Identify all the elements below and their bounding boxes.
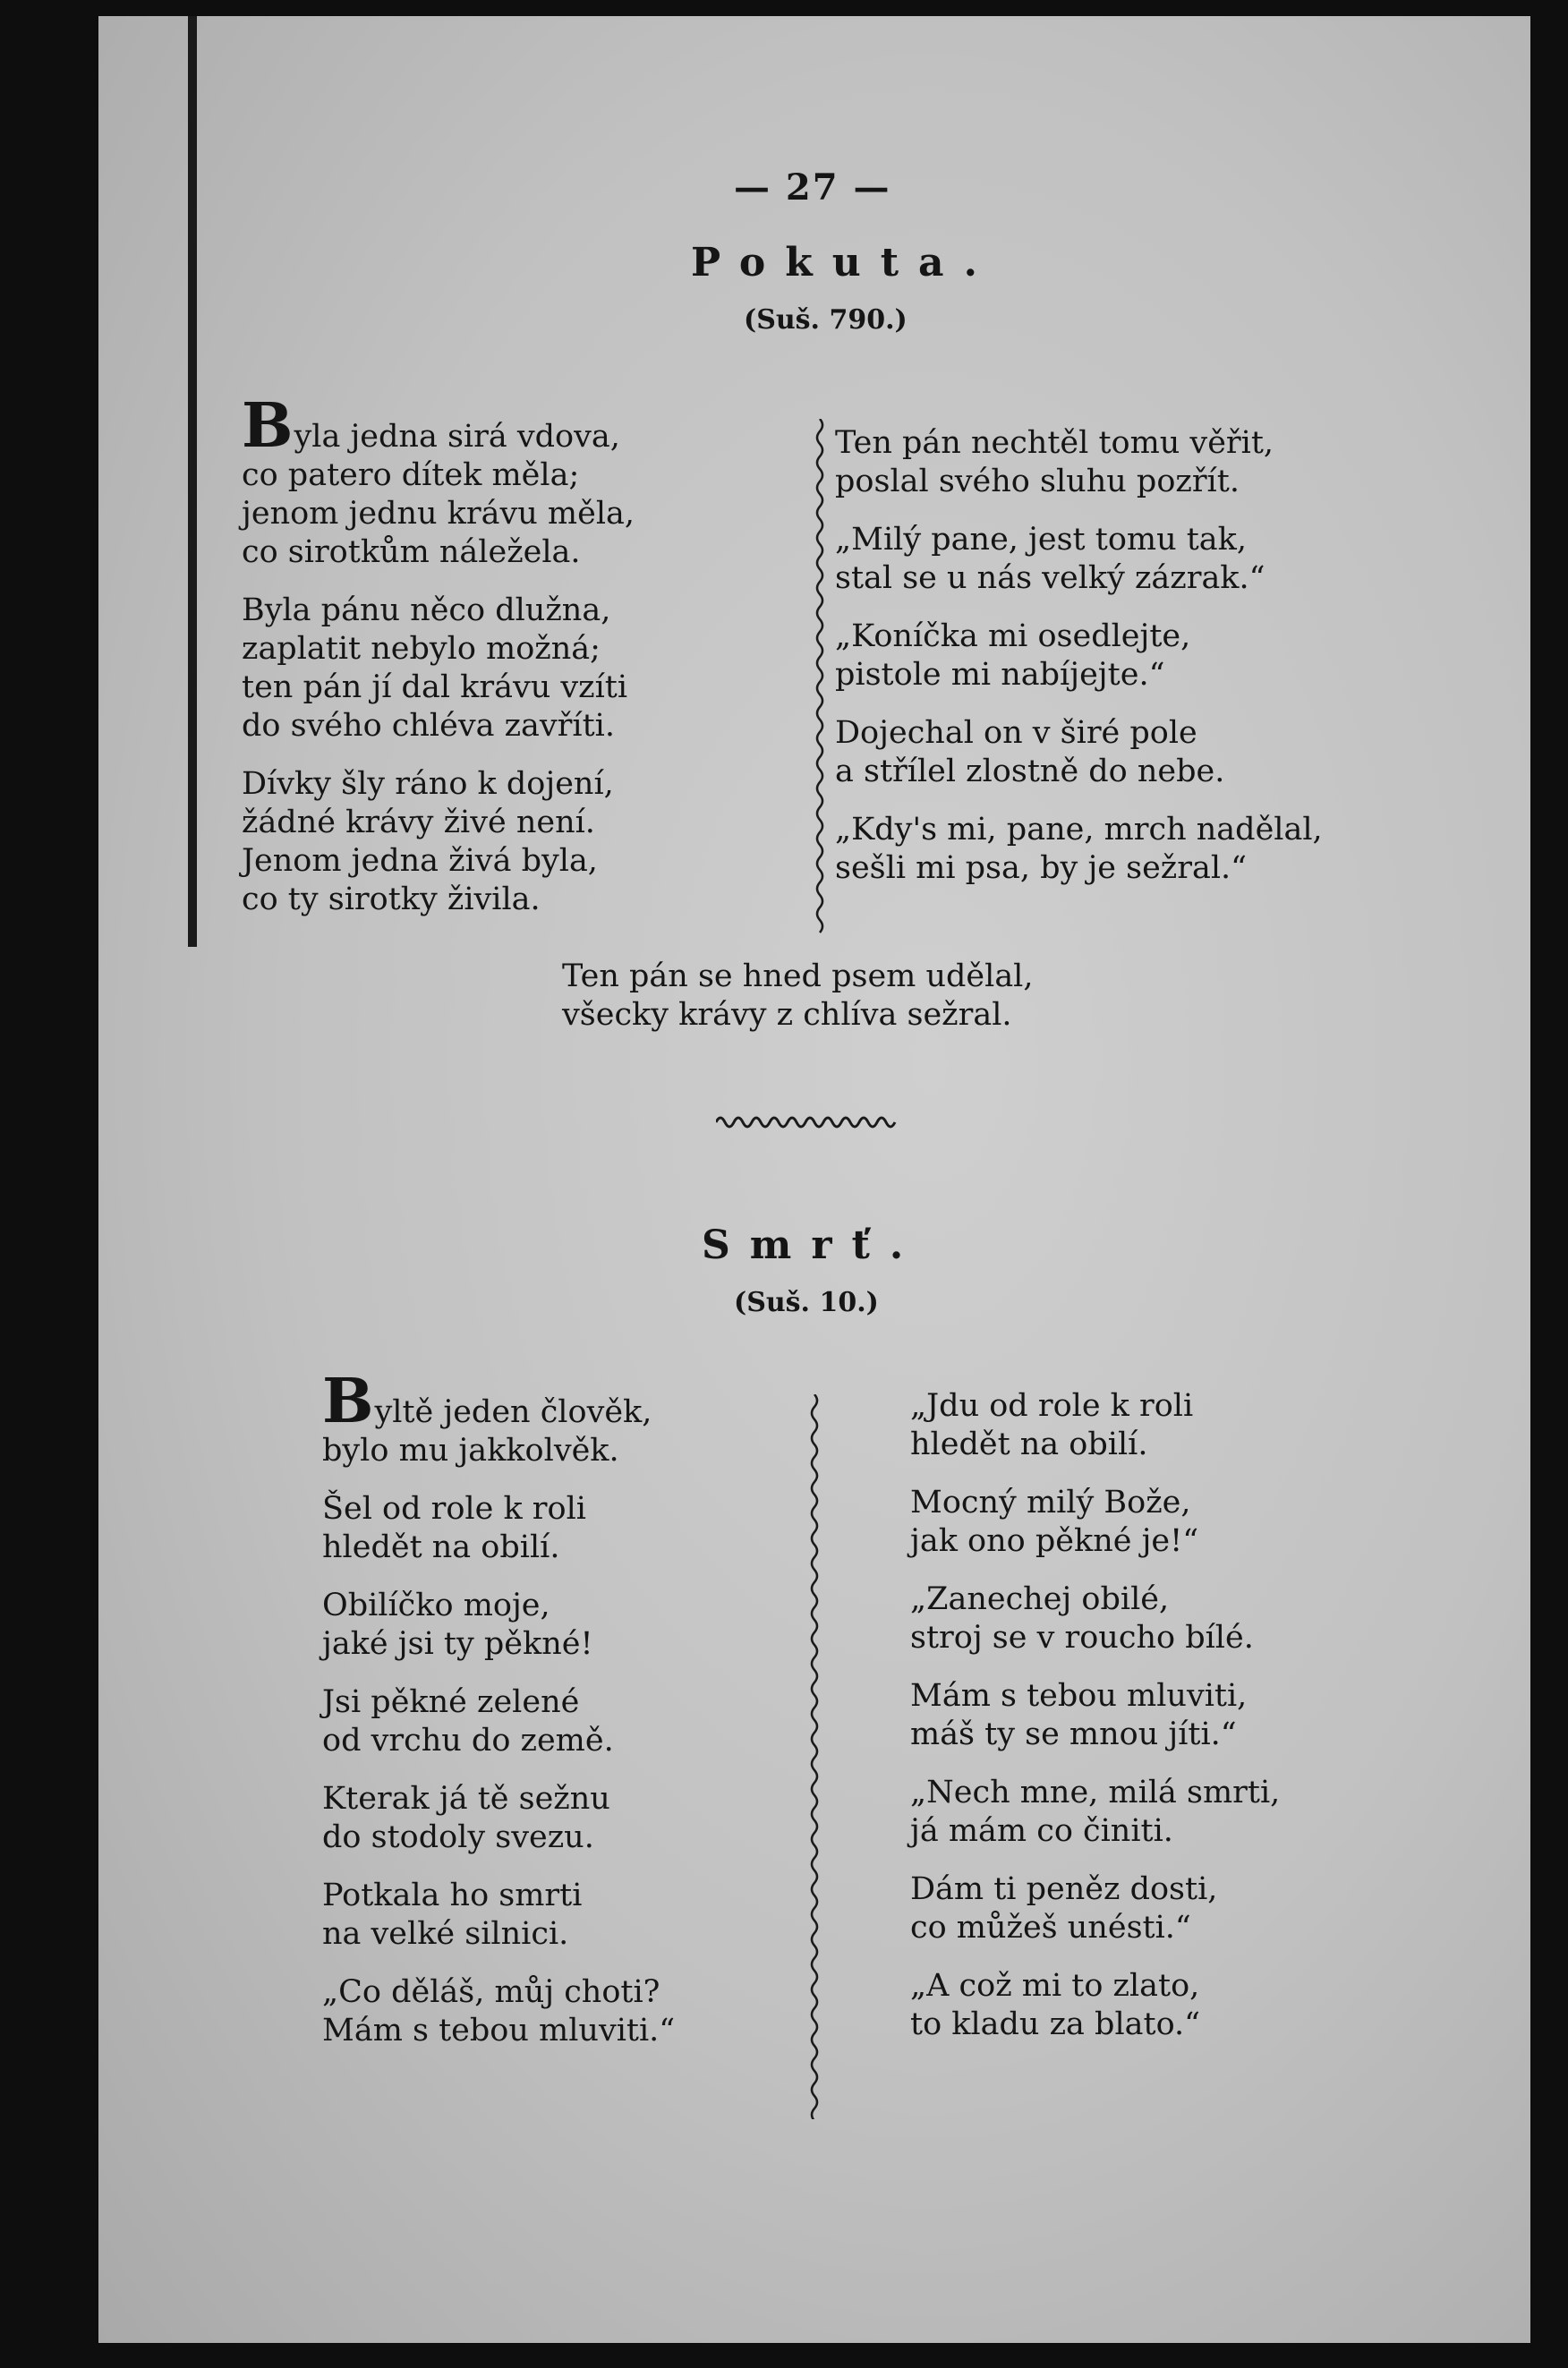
poem1-title: Pokuta. <box>691 240 997 285</box>
verse-line: stal se u nás velký zázrak.“ <box>835 560 1265 596</box>
stanza <box>910 1967 1280 2044</box>
verse-line: sešli mi psa, by je sežral.“ <box>835 850 1248 886</box>
verse-line: „Milý pane, jest tomu tak, <box>835 522 1248 558</box>
verse-line: Mám s tebou mluviti.“ <box>322 2013 676 2049</box>
verse-line: co ty sirotky živila. <box>242 882 541 917</box>
verse-line: Ten pán se hned psem udělal, <box>562 958 1034 994</box>
verse-line: máš ty se mnou jíti.“ <box>910 1716 1237 1752</box>
verse-line: a střílel zlostně do nebe. <box>835 754 1225 789</box>
verse-line: jenom jednu krávu měla, <box>242 496 635 532</box>
scanned-page <box>98 16 1530 2343</box>
verse-line: Mám s tebou mluviti, <box>910 1678 1248 1714</box>
stanza <box>910 1870 1280 1947</box>
section-ornament <box>716 1110 913 1131</box>
verse-line: od vrchu do země. <box>322 1723 614 1759</box>
verse-line: „Jdu od role k roli <box>910 1388 1194 1424</box>
stanza <box>835 714 1323 791</box>
poem2-left-column <box>322 1366 676 2070</box>
poem1-column-divider <box>811 419 829 938</box>
stanza <box>322 1587 675 1664</box>
verse-line: Šel od role k roli <box>322 1491 586 1527</box>
verse-line: já mám co činiti. <box>910 1813 1173 1849</box>
verse-line <box>242 390 635 462</box>
verse-line: hledět na obilí. <box>322 1529 560 1565</box>
verse-line: zaplatit nebylo možná; <box>242 631 601 667</box>
stanza <box>322 1366 675 1470</box>
stanza <box>910 1580 1280 1657</box>
poem1-final-stanza <box>562 958 1034 1054</box>
verse-line: do stodoly svezu. <box>322 1819 594 1855</box>
poem2-source: (Suš. 10.) <box>734 1287 879 1318</box>
stanza <box>242 765 635 919</box>
verse-line: Jenom jedna živá byla, <box>242 843 598 879</box>
stanza <box>242 592 635 745</box>
verse-line: Dám ti peněz dosti, <box>910 1871 1218 1907</box>
stanza <box>910 1677 1280 1754</box>
verse-line: Ten pán nechtěl tomu věřit, <box>835 425 1274 461</box>
verse-line: to kladu za blato.“ <box>910 2006 1201 2042</box>
verse-line: hledět na obilí. <box>910 1427 1148 1462</box>
verse-line: „Nech mne, milá smrti, <box>910 1775 1281 1810</box>
verse-line: poslal svého sluhu pozřít. <box>835 464 1240 499</box>
verse-line: Kterak já tě sežnu <box>322 1781 610 1817</box>
poem1-source: (Suš. 790.) <box>744 304 908 336</box>
verse-line: Dojechal on v širé pole <box>835 715 1197 751</box>
verse-line: všecky krávy z chlíva sežral. <box>562 997 1012 1033</box>
verse-line: jak ono pěkné je!“ <box>910 1523 1199 1559</box>
verse-line <box>322 1366 675 1437</box>
poem1-left-column <box>242 390 635 939</box>
stanza <box>835 521 1323 598</box>
verse-line: „Co děláš, můj choti? <box>322 1974 660 2010</box>
drop-cap-letter: B <box>242 390 294 462</box>
drop-cap-letter: B <box>322 1366 374 1437</box>
stanza <box>242 390 635 572</box>
verse-line: co patero dítek měla; <box>242 457 580 493</box>
stanza <box>835 618 1323 694</box>
verse-line: do svého chléva zavříti. <box>242 708 615 744</box>
verse-line: Mocný milý Bože, <box>910 1485 1191 1520</box>
verse-line: na velké silnici. <box>322 1916 569 1952</box>
verse-line-rest: yla jedna sirá vdova, <box>294 419 620 455</box>
verse-line: „Kdy's mi, pane, mrch nadělal, <box>835 812 1323 848</box>
verse-line-rest: yltě jeden člověk, <box>374 1394 652 1430</box>
stanza <box>562 958 1034 1035</box>
stanza <box>835 424 1323 501</box>
poem2-title: Smrť. <box>702 1222 924 1268</box>
stanza <box>322 1780 675 1857</box>
poem1-right-column <box>835 424 1323 907</box>
verse-line: co můžeš unésti.“ <box>910 1910 1191 1946</box>
verse-line: bylo mu jakkolvěk. <box>322 1433 619 1469</box>
stanza <box>910 1774 1280 1851</box>
verse-line: žádné krávy živé není. <box>242 805 595 840</box>
page-number: — 27 — <box>734 166 891 209</box>
stanza <box>322 1490 675 1567</box>
verse-line: Jsi pěkné zelené <box>322 1684 580 1720</box>
poem2-right-column <box>910 1387 1280 2064</box>
stanza <box>910 1387 1280 1464</box>
stanza <box>322 1683 675 1760</box>
verse-line: Dívky šly ráno k dojení, <box>242 766 614 802</box>
binding-edge-line <box>188 16 197 947</box>
verse-line: „Zanechej obilé, <box>910 1581 1170 1617</box>
stanza <box>910 1484 1280 1561</box>
verse-line: jaké jsi ty pěkné! <box>322 1626 593 1662</box>
verse-line: „A což mi to zlato, <box>910 1968 1200 2004</box>
verse-line: co sirotkům náležela. <box>242 534 581 570</box>
stanza <box>322 1877 675 1954</box>
verse-line: ten pán jí dal krávu vzíti <box>242 669 628 705</box>
verse-line: Byla pánu něco dlužna, <box>242 592 611 628</box>
verse-line: stroj se v roucho bílé. <box>910 1620 1254 1656</box>
stanza <box>322 1973 675 2050</box>
verse-line: pistole mi nabíjejte.“ <box>835 657 1165 693</box>
verse-line: „Koníčka mi osedlejte, <box>835 618 1191 654</box>
poem2-column-divider <box>805 1394 823 2119</box>
verse-line: Potkala ho smrti <box>322 1878 583 1913</box>
verse-line: Obilíčko moje, <box>322 1588 550 1623</box>
stanza <box>835 811 1323 888</box>
